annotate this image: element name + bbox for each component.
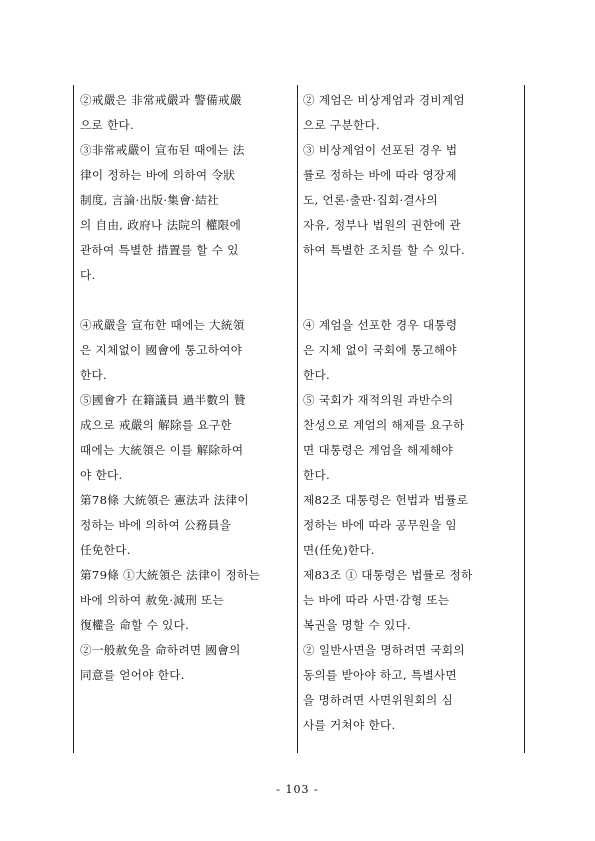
text-line: 때에는 大統領은 이를 解除하여 <box>80 443 244 457</box>
paragraph-3-emergency-martial-law <box>303 138 519 263</box>
article-83-paragraph-2 <box>303 638 519 738</box>
article-79 <box>80 563 292 638</box>
text-line: 자유, 정부나 법원의 권한에 관 <box>303 218 461 232</box>
text-line: 복권을 명할 수 있다. <box>303 618 411 632</box>
text-line: 復權을 命할 수 있다. <box>80 618 190 632</box>
text-line: 으로 한다. <box>80 118 134 132</box>
page-number: - 103 - <box>276 783 319 796</box>
text-line: 을 명하려면 사면위원회의 심 <box>303 693 453 707</box>
text-line: ③非常戒嚴이 宣布된 때에는 法 <box>80 143 245 157</box>
article-79-paragraph-2 <box>80 638 292 688</box>
text-line: 제82조 대통령은 헌법과 법률로 <box>303 493 469 507</box>
text-line: 동의를 받아야 하고, 특별사면 <box>303 668 457 682</box>
text-line: 사를 거쳐야 한다. <box>303 718 396 732</box>
text-line: ②一般赦免을 命하려면 國會의 <box>80 643 241 657</box>
text-line: 야 한다. <box>80 468 123 482</box>
text-line: ② 일반사면을 명하려면 국회의 <box>303 643 465 657</box>
text-line: ②戒嚴은 非常戒嚴과 警備戒嚴 <box>80 93 242 107</box>
text-line: 成으로 戒嚴의 解除를 요구한 <box>80 418 232 432</box>
text-line: 는 바에 따라 사면·감형 또는 <box>303 593 450 607</box>
text-line: 任免한다. <box>80 543 131 557</box>
text-line: 은 지체없이 國會에 통고하여야 <box>80 343 243 357</box>
text-line: 은 지체 없이 국회에 통고해야 <box>303 343 457 357</box>
text-line: ④戒嚴을 宣布한 때에는 大統領 <box>80 318 245 332</box>
text-line: 의 自由, 政府나 法院의 權限에 <box>80 218 242 232</box>
text-line: 한다. <box>303 368 330 382</box>
paragraph-4-notify-assembly <box>303 313 519 388</box>
center-divider-line <box>297 85 298 753</box>
text-line: 면(任免)한다. <box>303 543 375 557</box>
text-line: ② 계엄은 비상계엄과 경비계엄 <box>303 93 465 107</box>
text-line: 하여 특별한 조치를 할 수 있다. <box>303 243 465 257</box>
text-line: 정하는 바에 따라 공무원을 임 <box>303 518 457 532</box>
text-line: 한다. <box>303 468 330 482</box>
text-line: 한다. <box>80 368 107 382</box>
article-83 <box>303 563 519 638</box>
paragraph-2-martial-law-types <box>80 88 292 138</box>
text-line: 찬성으로 계엄의 해제를 요구하 <box>303 418 465 432</box>
text-line: 다. <box>80 268 96 282</box>
paragraph-5-lift-martial-law <box>303 388 519 488</box>
text-line: ③ 비상계엄이 선포된 경우 법 <box>303 143 458 157</box>
text-line: 관하여 특별한 措置를 할 수 있 <box>80 243 239 257</box>
article-82 <box>303 488 519 563</box>
text-line: 도, 언론·출판·집회·결사의 <box>303 193 438 207</box>
text-line: ⑤國會가 在籍議員 過半數의 贊 <box>80 393 246 407</box>
article-78 <box>80 488 292 563</box>
left-border-line <box>73 85 74 753</box>
text-line: 정하는 바에 의하여 公務員을 <box>80 518 232 532</box>
right-border-line <box>524 85 525 753</box>
text-line: 바에 의하여 赦免·減刑 또는 <box>80 593 225 607</box>
text-line: ④ 계엄을 선포한 경우 대통령 <box>303 318 458 332</box>
text-line: 第78條 大統領은 憲法과 法律이 <box>80 493 249 507</box>
text-line: 률로 정하는 바에 따라 영장제 <box>303 168 457 182</box>
paragraph-2-martial-law-types <box>303 88 519 138</box>
text-line: 면 대통령은 계엄을 해제해야 <box>303 443 453 457</box>
text-line: 同意를 얻어야 한다. <box>80 668 185 682</box>
text-line: 律이 정하는 바에 의하여 令狀 <box>80 168 236 182</box>
text-line: 制度, 言論·出版·集會·結社 <box>80 193 219 207</box>
text-line: ⑤ 국회가 재적의원 과반수의 <box>303 393 454 407</box>
text-line: 으로 구분한다. <box>303 118 380 132</box>
text-line: 제83조 ① 대통령은 법률로 정하 <box>303 568 473 582</box>
paragraph-4-notify-assembly <box>80 313 292 388</box>
paragraph-3-emergency-martial-law <box>80 138 292 288</box>
paragraph-5-lift-martial-law <box>80 388 292 488</box>
text-line: 第79條 ①大統領은 法律이 정하는 <box>80 568 260 582</box>
